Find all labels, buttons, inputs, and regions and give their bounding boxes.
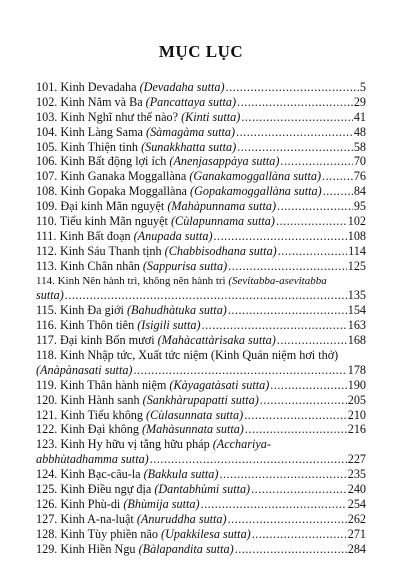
entry-number: 107. [36,169,58,184]
dot-leader [150,452,347,467]
toc-entry-line [36,95,366,110]
entry-number: 115. [36,303,57,318]
entry-lead [36,259,227,274]
entry-lead [36,140,236,155]
toc-entry [36,110,366,125]
dot-leader [251,482,347,497]
toc-entry [36,125,366,140]
dot-leader [65,288,347,303]
entry-number: 113. [36,258,57,273]
entry-page-number: 154 [347,303,366,318]
entry-title: Kinh Hành sanh [60,392,140,407]
toc-entry-line [36,512,366,527]
entry-number: 101. [36,80,58,94]
entry-pali-title: (Sappurisa sutta) [142,258,228,273]
entry-page-number: 114 [348,243,366,258]
toc-entry [36,95,366,110]
dot-leader [280,154,352,169]
entry-number: 123. [36,437,58,452]
entry-number: 129. [36,541,58,556]
dot-leader [277,199,353,214]
entry-number: 111. [36,228,57,243]
entry-title: Kinh Hy hữu vị tằng hữu pháp [60,437,210,452]
entry-number: 106. [36,154,58,169]
dot-leader [277,333,347,348]
entry-title: Kinh Làng Sama [60,124,143,139]
toc-entry-line [36,184,366,199]
toc-entry-line [36,527,366,542]
dot-leader [235,542,347,557]
toc-entry-line [36,303,366,318]
entry-title: Kinh Gopaka Moggallàna [60,184,187,199]
entry-number: 119. [36,377,57,392]
entry-title: Kinh Sáu Thanh tịnh [59,243,162,258]
toc-entry-line [36,542,366,557]
entry-title: Kinh Tiểu không [60,407,143,422]
entry-lead [36,497,200,512]
dot-leader [260,393,347,408]
toc-entry-line [36,393,366,408]
toc-entry [36,259,366,274]
toc-entry [36,482,366,497]
toc-entry-line [36,363,366,378]
entry-page-number: 108 [347,228,366,243]
toc-entry-line [36,110,366,125]
entry-page-number: 205 [347,392,366,407]
entry-title: Kinh Bạc-câu-la [60,467,141,482]
entry-title: Kinh Phù-di [60,496,121,511]
entry-number: 108. [36,184,58,199]
toc-entry [36,184,366,199]
toc-entry [36,140,366,155]
entry-title: Đại kinh Mãn nguyệt [60,199,165,214]
dot-leader [276,214,347,229]
entry-page-number: 48 [353,124,366,139]
entry-page-number: 227 [347,452,366,467]
entry-lead [36,422,244,437]
entry-title: Kinh Nên hành trì, không nên hành trì [57,274,226,287]
entry-pali-title: (Gopakamoggallàna sutta) [190,184,322,199]
entry-pali-title: (Ganakamoggallàna sutta) [189,169,322,184]
entry-page-number: 135 [347,288,366,303]
entry-number: 116. [36,318,57,333]
entry-lead [36,95,236,110]
toc-entry-line [36,497,366,512]
dot-leader [270,378,346,393]
toc-entry [36,497,366,512]
entry-lead [36,527,251,542]
entry-number: 120. [36,392,58,407]
entry-title: Kinh Tùy phiền não [60,526,158,541]
toc-entry-line [36,422,366,437]
entry-page-number: 240 [347,482,366,497]
entry-number: 102. [36,94,58,109]
dot-leader [322,169,353,184]
entry-number: 127. [36,511,58,526]
entry-page-number: 235 [347,467,366,482]
toc-entry-line [36,199,366,214]
entry-lead [36,318,201,333]
entry-lead [36,333,276,348]
toc-entry [36,408,366,423]
entry-page-number: 95 [353,199,366,214]
entry-pali-title: (Sunakkhatta sutta) [141,139,237,154]
entry-lead [36,110,240,125]
entry-page-number: 254 [347,496,366,511]
entry-pali-title: (Cùlapunnama sutta) [171,214,275,229]
entry-page-number: 29 [353,94,366,109]
entry-pali-continuation: (Anàpànasati sutta) [36,362,133,377]
entry-lead [36,378,269,393]
dot-leader [226,80,359,95]
entry-pali-title: (Sankhàrupapatti sutta) [142,392,259,407]
entry-number: 117. [36,333,57,348]
entry-title: Kinh Năm và Ba [60,94,143,109]
toc-entry [36,229,366,244]
entry-pali-title: (Sevitabba-asevitabba [228,274,327,287]
entry-lead [36,512,227,527]
toc-entry-line [36,288,366,303]
dot-leader [228,259,347,274]
entry-number: 103. [36,109,58,124]
toc-entry-line [36,437,366,452]
entry-title: Kinh Thân hành niệm [59,377,167,392]
toc-entry-line [36,348,366,363]
entry-title: Kinh A-na-luật [60,511,134,526]
toc-entry [36,199,366,214]
entry-lead [36,184,322,199]
entry-pali-continuation: abbhùtadhamma sutta) [36,452,149,467]
entry-page-number: 284 [347,541,366,556]
toc-entry-line [36,452,366,467]
entry-number: 121. [36,407,58,422]
entry-lead [36,154,279,169]
dot-leader [228,303,347,318]
toc-entry-line [36,408,366,423]
toc-entry-line [36,80,366,95]
entry-page-number: 125 [347,258,366,273]
dot-leader [237,140,353,155]
entry-number: 125. [36,482,58,497]
dot-leader [201,497,347,512]
entry-pali-title: (Acchariya- [212,437,271,452]
toc-entry [36,348,366,378]
entry-pali-title: (Sàmagàma sutta) [146,124,236,139]
entry-page-number: 216 [347,422,366,437]
entry-page-number: 178 [347,362,366,377]
dot-leader [133,363,346,378]
entry-lead [36,408,243,423]
entry-lead [36,199,276,214]
entry-pali-title: (Mahàpunnama sutta) [167,199,277,214]
toc-entry-line [36,214,366,229]
entry-title: Kinh Nhập tức, Xuất tức niệm (Kinh Quán niệm hơi thở) [59,348,339,363]
entry-page-number: 76 [353,169,366,184]
entry-lead [36,214,275,229]
entry-page-number: 163 [347,318,366,333]
table-of-contents [36,80,366,557]
toc-entry [36,512,366,527]
entry-number: 114. [36,274,55,287]
entry-page-number: 102 [347,214,366,229]
entry-pali-title: (Bàlapandita sutta) [138,541,234,556]
entry-title: Kinh Nghĩ như thế nào? [60,109,179,124]
entry-number: 124. [36,467,58,482]
entry-number: 122. [36,422,58,437]
entry-number: 105. [36,139,58,154]
toc-entry [36,318,366,333]
entry-title: Đại kinh Bốn mươi [59,333,155,348]
entry-number: 118. [36,348,57,363]
entry-lead [36,542,234,557]
toc-entry-line [36,140,366,155]
dot-leader [323,184,353,199]
entry-lead [36,229,213,244]
entry-number: 126. [36,496,58,511]
entry-lead [36,467,218,482]
toc-entry [36,527,366,542]
entry-pali-title: (Pancattaya sutta) [145,94,237,109]
entry-pali-title: (Bahudhàtuka sutta) [126,303,227,318]
entry-number: 110. [36,214,57,229]
entry-lead [36,303,227,318]
entry-page-number: 84 [353,184,366,199]
entry-page-number: 41 [353,109,366,124]
toc-entry-line [36,259,366,274]
entry-number: 128. [36,526,58,541]
entry-page-number: 70 [353,154,366,169]
entry-pali-title: (Anupada sutta) [133,228,213,243]
entry-title: Kinh Bất đoạn [59,228,131,243]
toc-entry-line [36,169,366,184]
entry-title: Kinh Đại không [60,422,139,437]
entry-lead [36,125,235,140]
toc-entry [36,393,366,408]
toc-entry [36,154,366,169]
entry-pali-title: (Mahàsunnata sutta) [141,422,244,437]
toc-entry-line [36,154,366,169]
dot-leader [236,125,353,140]
entry-page-number: 262 [347,511,366,526]
toc-entry [36,422,366,437]
toc-entry [36,214,366,229]
toc-entry [36,244,366,259]
entry-pali-title: (Upakkilesa sutta) [161,526,251,541]
entry-title: Kinh Thôn tiên [59,318,135,333]
toc-entry-line [36,125,366,140]
entry-pali-title: (Chabbisodhana sutta) [164,243,277,258]
toc-entry [36,333,366,348]
dot-leader [252,527,347,542]
entry-pali-continuation: sutta) [36,288,64,303]
dot-leader [214,229,347,244]
entry-title: Kinh Hiền Ngu [60,541,136,556]
toc-entry [36,274,366,304]
entry-pali-title: (Bakkula sutta) [143,467,219,482]
toc-entry-line [36,378,366,393]
toc-entry [36,169,366,184]
toc-entry-line [36,467,366,482]
entry-page-number: 210 [347,407,366,422]
entry-lead [36,80,225,95]
page-title: MỤC LỤC [158,42,244,61]
toc-entry-line [36,244,366,259]
entry-title: Tiểu kinh Mãn nguyệt [59,214,168,229]
entry-lead [36,482,250,497]
entry-title: Kinh Điều ngự địa [60,482,152,497]
toc-entry [36,80,366,95]
entry-number: 104. [36,124,58,139]
entry-pali-title: (Bhùmija sutta) [123,496,200,511]
dot-leader [237,95,353,110]
toc-entry [36,437,366,467]
entry-title: Kinh Chân nhân [59,258,140,273]
dot-leader [219,467,346,482]
entry-pali-title: (Devadaha sutta) [139,80,225,94]
entry-lead [36,393,259,408]
dot-leader [202,318,347,333]
dot-leader [241,110,353,125]
entry-number: 109. [36,199,58,214]
toc-entry [36,303,366,318]
entry-pali-title: (Anuruddha sutta) [136,511,227,526]
entry-page-number: 5 [359,80,366,94]
toc-entry-line [36,318,366,333]
entry-pali-title: (Kàyagatàsati sutta) [169,377,270,392]
dot-leader [244,408,347,423]
dot-leader [278,244,347,259]
entry-lead [36,244,277,259]
entry-title: Kinh Ganaka Moggallàna [60,169,187,184]
entry-number: 112. [36,243,57,258]
dot-leader [228,512,347,527]
entry-pali-title: (Anenjasappàya sutta) [169,154,280,169]
toc-entry-line [36,482,366,497]
entry-title: Kinh Thiện tinh [60,139,139,154]
entry-lead [36,169,321,184]
toc-entry-line [36,229,366,244]
entry-page-number: 190 [347,377,366,392]
entry-page-number: 271 [347,526,366,541]
entry-pali-title: (Kinti sutta) [181,109,241,124]
toc-entry-line [36,333,366,348]
entry-pali-title: (Dantabhùmi sutta) [154,482,251,497]
entry-pali-title: (Cùlasunnata sutta) [146,407,244,422]
entry-page-number: 58 [353,139,366,154]
entry-title: Kinh Bất động lợi ích [60,154,167,169]
toc-entry [36,542,366,557]
entry-pali-title: (Mahàcattàrisaka sutta) [157,333,276,348]
toc-entry-line [36,274,366,289]
entry-pali-title: (Isigili sutta) [137,318,201,333]
entry-title: Kinh Đa giới [59,303,124,318]
toc-entry [36,467,366,482]
dot-leader [245,422,347,437]
entry-page-number: 168 [347,333,366,348]
toc-entry [36,378,366,393]
entry-title: Kinh Devadaha [60,80,137,94]
